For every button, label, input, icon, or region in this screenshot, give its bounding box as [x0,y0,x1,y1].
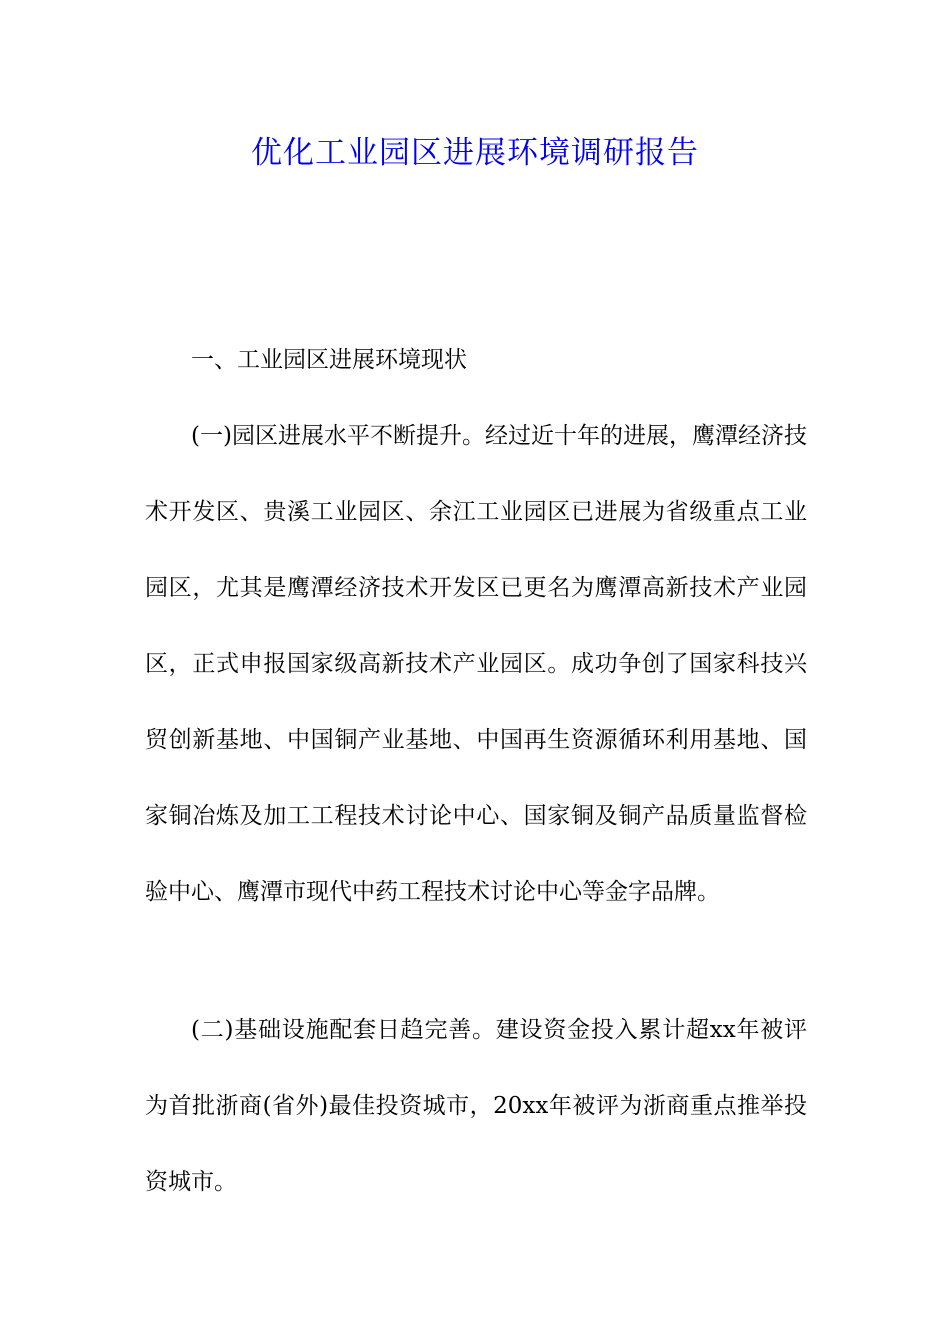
paragraph-1: (一)园区进展水平不断提升。经过近十年的进展，鹰潭经济技术开发区、贵溪工业园区、余江工业园区已进展为省级重点工业园区，尤其是鹰潭经济技术开发区已更名为鹰潭高新技术产业园区，正式申报国家级高新技术产业园区。成功争创了国家科技兴贸创新基地、中国铜产业基地、中国再生资源循环利用基地、国家铜冶炼及加工工程技术讨论中心、国家铜及铜产品质量监督检验中心、鹰潭市现代中药工程技术讨论中心等金字品牌。 [145,423,807,905]
document-title: 优化工业园区进展环境调研报告 [251,135,699,171]
section-heading: 一、工业园区进展环境现状 [191,347,467,373]
paragraph-2: (二)基础设施配套日趋完善。建设资金投入累计超xx年被评为首批浙商(省外)最佳投资城市，20xx年被评为浙商重点推举投资城市。 [145,1017,807,1195]
